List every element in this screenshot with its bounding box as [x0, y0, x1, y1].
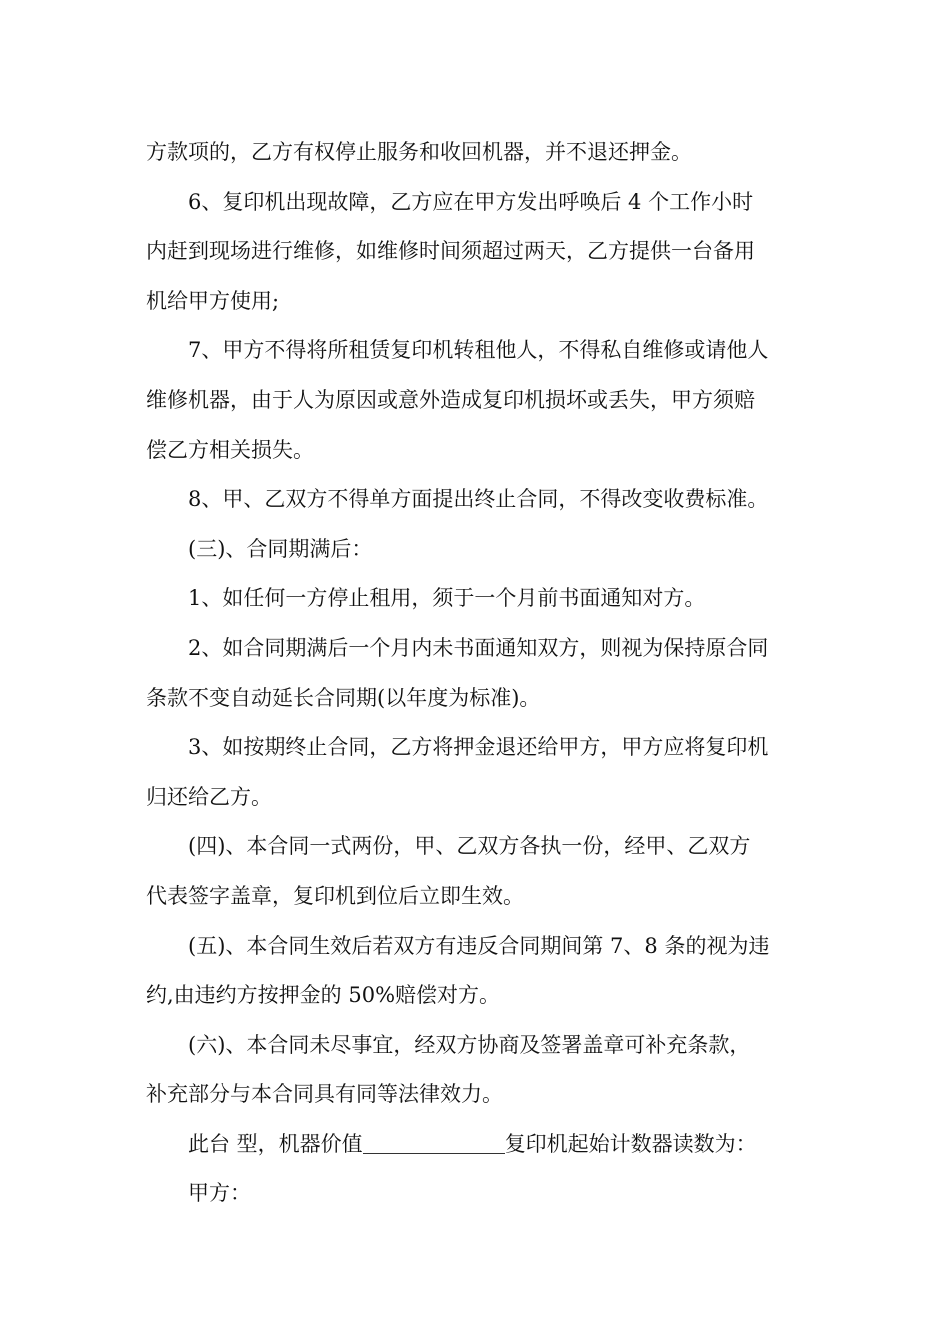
- text-line: 条款不变自动延长合同期(以年度为标准)。: [146, 685, 541, 710]
- text-line: 约,由违约方按押金的 50%赔偿对方。: [146, 983, 501, 1008]
- text-line: 方款项的，乙方有权停止服务和收回机器，并不退还押金。: [146, 140, 692, 164]
- text-line: 2、如合同期满后一个月内未书面通知双方，则视为保持原合同: [188, 635, 769, 660]
- text-line: 补充部分与本合同具有同等法律效力。: [146, 1082, 503, 1107]
- text-line: 7、甲方不得将所租赁复印机转租他人，不得私自维修或请他人: [188, 338, 769, 363]
- party-a-label: 甲方：: [188, 1181, 251, 1206]
- text-line: 归还给乙方。: [146, 784, 272, 809]
- text-line: (五)、本合同生效后若双方有违反合同期间第 7、8 条的视为违: [188, 933, 770, 958]
- text-line: 代表签字盖章，复印机到位后立即生效。: [146, 883, 524, 908]
- machine-value-line: [146, 1120, 806, 1170]
- text-line: 8、甲、乙双方不得单方面提出终止合同，不得改变收费标准。: [188, 487, 769, 512]
- machine-value-blank: [363, 1131, 505, 1154]
- text-line: 1、如任何一方停止租用，须于一个月前书面通知对方。: [188, 586, 706, 611]
- text-line: 机给甲方使用;: [146, 288, 280, 313]
- machine-value-prefix: 此台 型，机器价值: [188, 1131, 363, 1156]
- text-line: 6、复印机出现故障，乙方应在甲方发出呼唤后 4 个工作小时: [188, 189, 754, 214]
- text-line: 内赶到现场进行维修，如维修时间须超过两天，乙方提供一台备用: [146, 239, 755, 264]
- text-line: (六)、本合同未尽事宜，经双方协商及签署盖章可补充条款，: [188, 1032, 751, 1057]
- machine-value-suffix: 复印机起始计数器读数为：: [504, 1131, 757, 1156]
- text-line: 偿乙方相关损失。: [146, 437, 314, 462]
- party-a-signature-line: [146, 1169, 806, 1219]
- contract-paragraphs: [146, 128, 806, 1120]
- text-line: 3、如按期终止合同，乙方将押金退还给甲方，甲方应将复印机: [188, 735, 769, 760]
- contract-body: [146, 128, 806, 1219]
- text-line: 维修机器，由于人为原因或意外造成复印机损坏或丢失，甲方须赔: [146, 387, 755, 412]
- text-line: (三)、合同期满后：: [188, 536, 373, 561]
- text-line: (四)、本合同一式两份，甲、乙双方各执一份，经甲、乙双方: [188, 834, 751, 859]
